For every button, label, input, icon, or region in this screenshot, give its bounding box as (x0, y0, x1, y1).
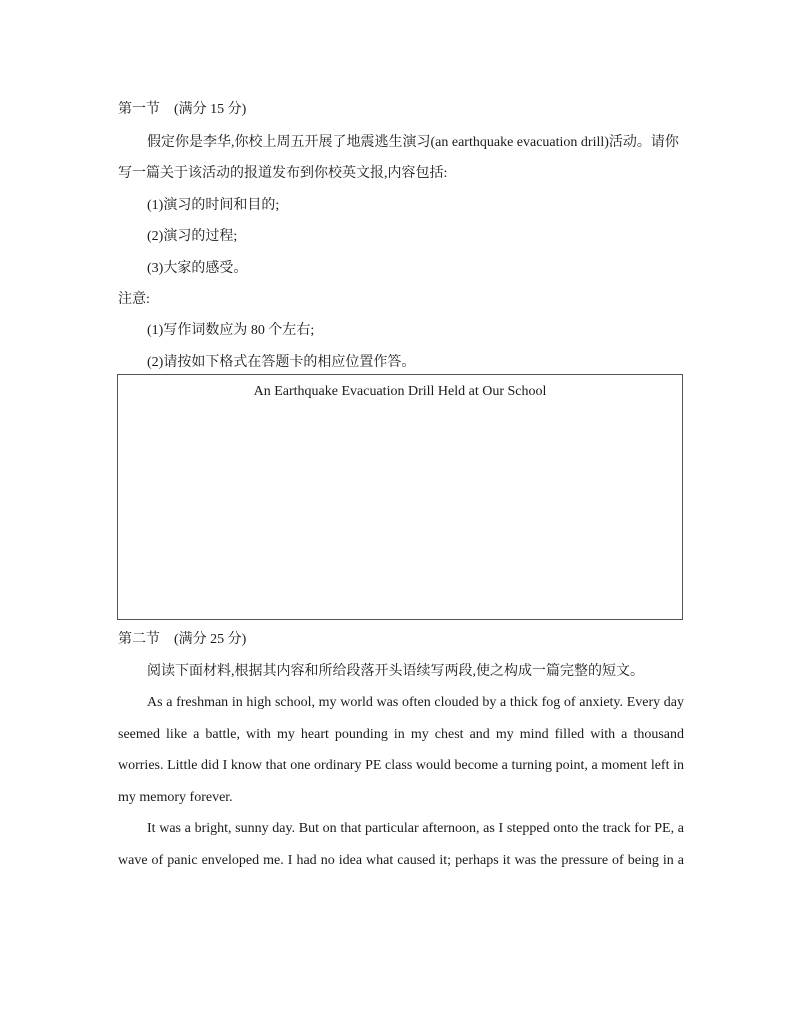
note-item-1: (1)写作词数应为 80 个左右; (147, 323, 315, 338)
section1-heading: 第一节 (满分 15 分) (118, 102, 247, 117)
paragraph-1-line-1: As a freshman in high school, my world was often clouded by a thick fog of anxiety. Every day (147, 695, 684, 710)
answer-box-title: An Earthquake Evacuation Drill Held at Our School (253, 384, 547, 399)
paragraph-2-line-2: wave of panic enveloped me. I had no idea what caused it; perhaps it was the pressure of being in a (118, 853, 684, 868)
paragraph-1-line-2: seemed like a battle, with my heart pounding in my chest and my mind filled with a thousand (118, 727, 684, 742)
paragraph-1-line-4: my memory forever. (118, 790, 233, 805)
paragraph-2-line-1: It was a bright, sunny day. But on that particular afternoon, as I stepped onto the track for PE, a (147, 821, 684, 836)
paragraph-1-line-3: worries. Little did I know that one ordinary PE class would become a turning point, a moment left in (118, 758, 684, 773)
content-item-3: (3)大家的感受。 (147, 261, 248, 276)
note-item-2: (2)请按如下格式在答题卡的相应位置作答。 (147, 355, 416, 370)
prompt-line-1: 假定你是李华,你校上周五开展了地震逃生演习(an earthquake evacuation drill)活动。请你 (147, 135, 679, 150)
content-item-2: (2)演习的过程; (147, 229, 238, 244)
content-item-1: (1)演习的时间和目的; (147, 198, 280, 213)
section2-instruction: 阅读下面材料,根据其内容和所给段落开头语续写两段,使之构成一篇完整的短文。 (147, 664, 644, 679)
prompt-line-2: 写一篇关于该活动的报道发布到你校英文报,内容包括: (118, 166, 448, 181)
note-label: 注意: (118, 292, 150, 307)
answer-box (117, 374, 683, 620)
section2-heading: 第二节 (满分 25 分) (118, 632, 247, 647)
